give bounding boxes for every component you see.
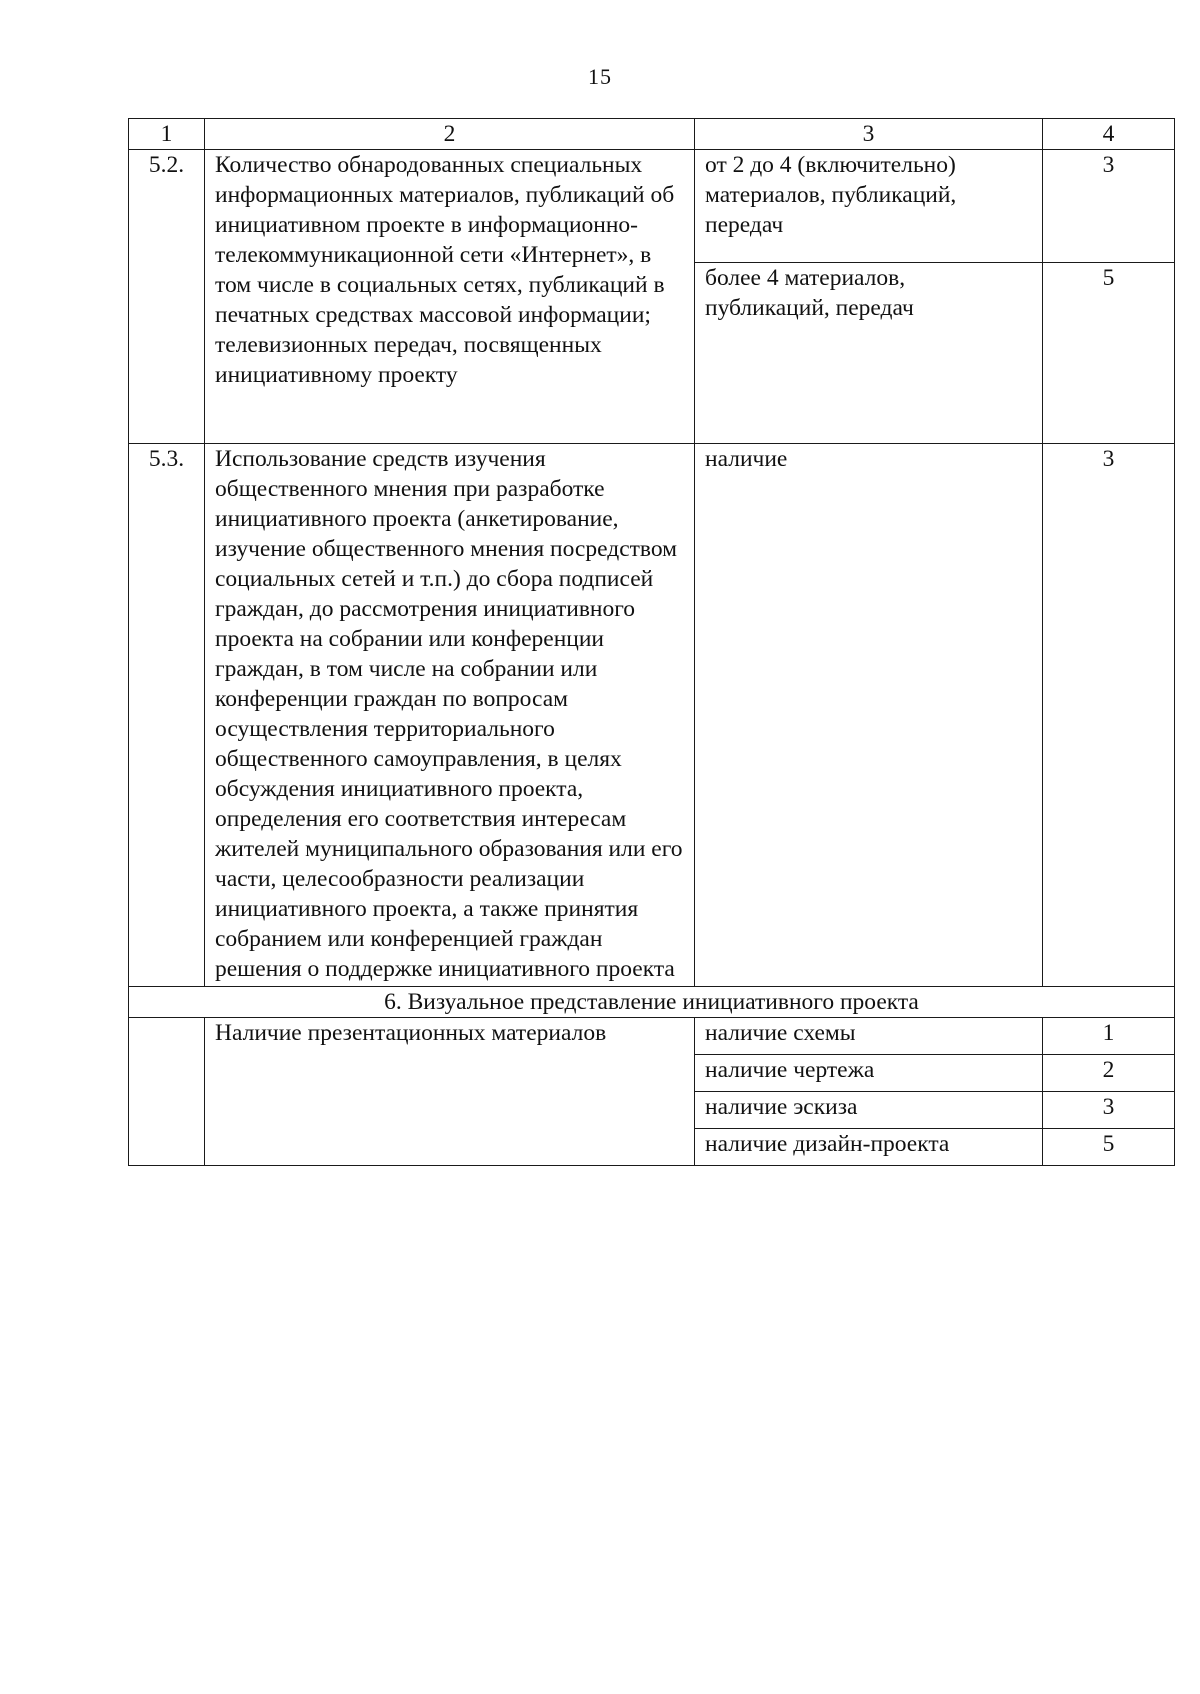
option-score: 5 xyxy=(1043,263,1175,444)
section-heading-row xyxy=(129,987,1175,1018)
option-label: от 2 до 4 (включительно) материалов, публикаций, передач xyxy=(695,150,1043,263)
row-number-empty xyxy=(129,1018,205,1166)
column-header: 2 xyxy=(205,119,695,150)
column-header: 4 xyxy=(1043,119,1175,150)
column-header: 1 xyxy=(129,119,205,150)
column-header-row xyxy=(129,119,1175,150)
option-score: 5 xyxy=(1043,1129,1175,1166)
table-row xyxy=(129,444,1175,987)
option-score: 2 xyxy=(1043,1055,1175,1092)
column-header: 3 xyxy=(695,119,1043,150)
option-label: наличие эскиза xyxy=(695,1092,1043,1129)
option-score: 3 xyxy=(1043,444,1175,987)
option-label: наличие схемы xyxy=(695,1018,1043,1055)
page-number: 15 xyxy=(588,64,612,89)
row-number: 5.2. xyxy=(129,150,205,444)
option-label: более 4 материалов, публикаций, передач xyxy=(695,263,1043,444)
criteria-table xyxy=(128,118,1175,1166)
option-label: наличие дизайн-проекта xyxy=(695,1129,1043,1166)
section-title: 6. Визуальное представление инициативного проекта xyxy=(129,987,1175,1018)
criterion-text: Наличие презентационных материалов xyxy=(205,1018,695,1166)
criterion-text: Использование средств изучения общественного мнения при разработке инициативного проекта (анкетирование, изучение общественного мнения посредством социальных сетей и т.п.) до сбора подписей граждан, до рассмотрения инициативного проекта на собрании или конференции граждан, в том числе на собрании или конференции граждан по вопросам осуществления территориального общественного самоуправления, в целях обсуждения инициативного проекта, определения его соответствия интересам жителей муниципального образования или его части, целесообразности реализации инициативного проекта, а также принятия собранием или конференцией граждан решения о поддержке инициативного проекта xyxy=(205,444,695,987)
option-label: наличие чертежа xyxy=(695,1055,1043,1092)
option-score: 3 xyxy=(1043,1092,1175,1129)
table-row xyxy=(129,150,1175,263)
row-number: 5.3. xyxy=(129,444,205,987)
option-label: наличие xyxy=(695,444,1043,987)
criterion-text: Количество обнародованных специальных информационных материалов, публикаций об инициативном проекте в информационно-телекоммуникационной сети «Интернет», в том числе в социальных сетях, публикаций в печатных средствах массовой информации; телевизионных передач, посвященных инициативному проекту xyxy=(205,150,695,444)
option-score: 3 xyxy=(1043,150,1175,263)
table-row xyxy=(129,1018,1175,1055)
option-score: 1 xyxy=(1043,1018,1175,1055)
